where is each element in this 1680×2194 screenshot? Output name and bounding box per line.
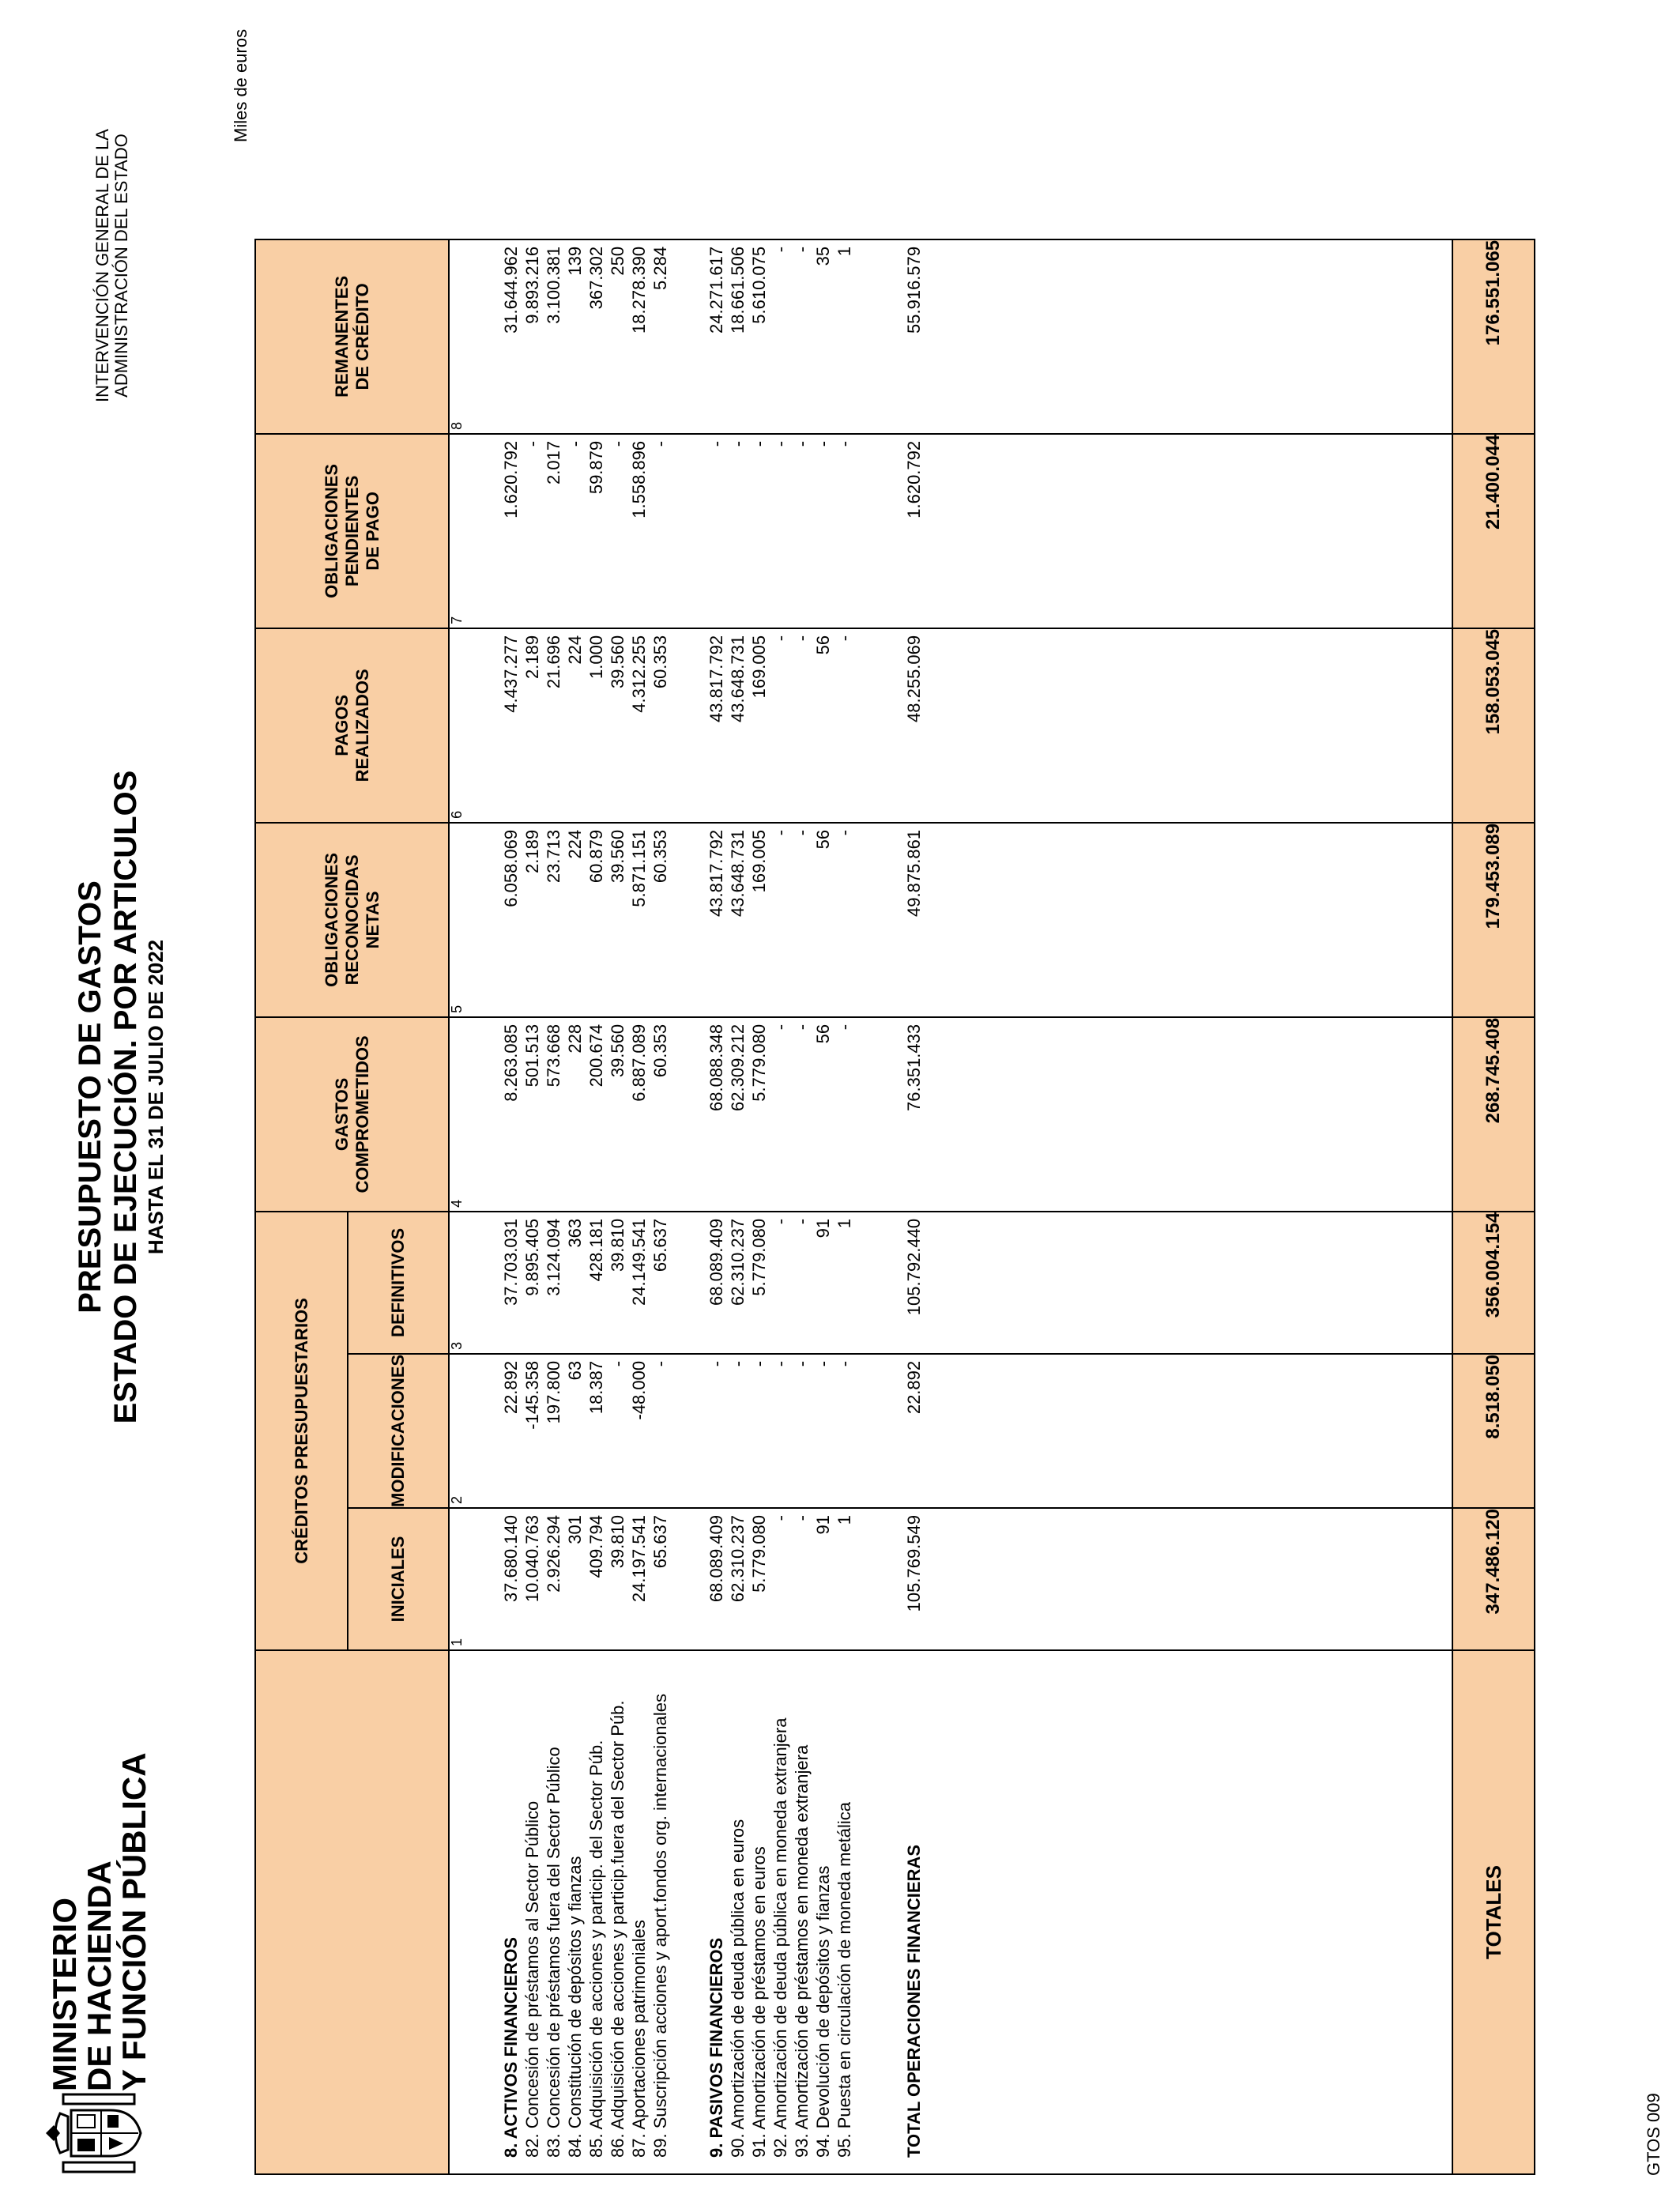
value-column-1 [449,1508,1452,1650]
totals-label: TOTALES [1452,1650,1535,2174]
header-col-4-line-1: GASTOS [331,1077,352,1152]
cell-value: 428.181 [586,1218,606,1282]
cell-value: - [608,1360,627,1367]
ministry-line-3: Y FUNCIÓN PÚBLICA [115,1752,153,2091]
row-label: 89. Suscripción acciones y aport.fondos org. internacionales [650,1693,670,2158]
cell-value: 24.149.541 [629,1218,649,1306]
column-index: 5 [449,1005,465,1013]
cell-value: - [770,1218,790,1225]
row-label: 8. ACTIVOS FINANCIEROS [501,1936,521,2158]
cell-value: 501.513 [522,1023,542,1088]
cell-value: - [834,1023,854,1031]
column-index: 2 [449,1495,465,1504]
units-label: Miles de euros [231,28,250,142]
row-label: 83. Concesión de préstamos fuera del Sector Público [544,1747,563,2158]
cell-value: - [749,1360,769,1367]
cell-value: 62.310.237 [728,1515,748,1603]
header-col-7 [255,434,449,628]
document-date: HASTA EL 31 DE JULIO DE 2022 [144,939,168,1255]
column-index: 8 [449,421,465,430]
cell-value: 224 [565,829,585,859]
cell-value: 1.000 [586,635,606,679]
header-col-6-line-2: REALIZADOS [352,669,372,782]
row-label: 93. Amortización de préstamos en moneda extranjera [792,1744,812,2158]
row-label: 85. Adquisición de acciones y particip. del Sector Púb. [586,1740,606,2158]
cell-value: 5.871.151 [629,829,649,907]
cell-value: - [770,829,790,836]
row-label: 91. Amortización de préstamos en euros [749,1846,769,2158]
cell-value: - [792,829,812,836]
cell-value: - [834,440,854,447]
header-col-8 [255,239,449,434]
header-col-7-line-2: PENDIENTES [341,475,362,587]
cell-value: 60.879 [586,829,606,884]
cell-value: - [706,440,726,447]
row-label: TOTAL OPERACIONES FINANCIERAS [904,1844,924,2158]
header-col-6 [255,628,449,823]
cell-value: 105.769.549 [904,1515,924,1612]
value-column-3 [449,1212,1452,1354]
cell-value: 39.810 [608,1515,627,1569]
cell-value: 5.610.075 [749,246,769,324]
cell-value: -145.358 [522,1360,542,1430]
cell-value: 56 [813,829,833,850]
concept-column [449,1650,1452,2174]
cell-value: 55.916.579 [904,246,924,334]
cell-value: 1 [834,1218,854,1229]
header-col-2: MODIFICACIONES [348,1354,449,1508]
row-label: 95. Puesta en circulación de moneda metálica [834,1801,854,2158]
row-label: 90. Amortización de deuda pública en euros [728,1819,748,2158]
cell-value: 65.637 [650,1515,670,1569]
row-label: 84. Constitución de depósitos y fianzas [565,1856,585,2158]
cell-value: 49.875.861 [904,829,924,917]
cell-value: 60.353 [650,635,670,689]
row-label: 86. Adquisición de acciones y particip.fuera del Sector Púb. [608,1700,627,2158]
cell-value: 169.005 [749,829,769,893]
cell-value: 24.197.541 [629,1515,649,1603]
cell-value: - [770,635,790,642]
cell-value: 9.895.405 [522,1218,542,1296]
cell-value: - [749,440,769,447]
cell-value: 63 [565,1360,585,1381]
cell-value: 2.017 [544,440,563,484]
header-col-7-line-3: DE PAGO [362,491,382,571]
cell-value: 5.779.080 [749,1218,769,1296]
cell-value: 3.100.381 [544,246,563,324]
cell-value: - [813,1360,833,1367]
cell-value: 4.312.255 [629,635,649,713]
cell-value: 91 [813,1515,833,1535]
cell-value: - [728,1360,748,1367]
cell-value: 37.703.031 [501,1218,521,1306]
cell-value: 31.644.962 [501,246,521,334]
header-col-3: DEFINITIVOS [348,1212,449,1354]
total-value: 21.400.044 [1452,434,1535,628]
cell-value: 43.817.792 [706,829,726,917]
row-label: 82. Concesión de préstamos al Sector Público [522,1800,542,2158]
header-col-5-line-3: NETAS [362,891,382,949]
cell-value: 60.353 [650,1023,670,1078]
total-value: 268.745.408 [1452,1017,1535,1212]
cell-value: 68.088.348 [706,1023,726,1111]
column-index: 1 [449,1638,465,1646]
column-index: 3 [449,1341,465,1350]
header-col-5 [255,823,449,1017]
row-label: 9. PASIVOS FINANCIEROS [706,1937,726,2158]
cell-value: 1 [834,246,854,257]
cell-value: 43.648.731 [728,829,748,917]
cell-value: 363 [565,1218,585,1248]
cell-value: 22.892 [904,1360,924,1415]
cell-value: 5.779.080 [749,1515,769,1593]
cell-value: 5.779.080 [749,1023,769,1102]
cell-value: 37.680.140 [501,1515,521,1603]
cell-value: 1.620.792 [501,440,521,518]
cell-value: 6.887.089 [629,1023,649,1102]
cell-value: 200.674 [586,1023,606,1088]
organization-line-2: ADMINISTRACIÓN DEL ESTADO [111,134,131,398]
document-title: PRESUPUESTO DE GASTOS [73,880,107,1314]
cell-value: 18.387 [586,1360,606,1415]
cell-value: - [706,1360,726,1367]
cell-value: - [770,440,790,447]
header-col-7-line-1: OBLIGACIONES [321,463,341,598]
cell-value: 39.560 [608,635,627,689]
cell-value: 59.879 [586,440,606,495]
cell-value: 91 [813,1218,833,1238]
cell-value: 43.817.792 [706,635,726,722]
column-index: 6 [449,810,465,819]
cell-value: 21.696 [544,635,563,689]
value-column-8 [449,239,1452,434]
cell-value: 2.926.294 [544,1515,563,1593]
cell-value: - [834,1360,854,1367]
cell-value: - [608,440,627,447]
cell-value: - [792,440,812,447]
cell-value: - [650,1360,670,1367]
header-col-5-line-2: RECONOCIDAS [341,854,362,986]
cell-value: 1.558.896 [629,440,649,518]
total-value: 356.004.154 [1452,1212,1535,1354]
document-code: GTOS 009 [1644,2093,1663,2176]
cell-value: - [792,246,812,253]
cell-value: 68.089.409 [706,1218,726,1306]
cell-value: 2.189 [522,635,542,679]
header-col-1: INICIALES [348,1508,449,1650]
cell-value: 48.255.069 [904,635,924,722]
cell-value: 169.005 [749,635,769,699]
total-value: 158.053.045 [1452,628,1535,823]
cell-value: 56 [813,635,833,655]
ministry-line-1: MINISTERIO [46,1897,83,2091]
cell-value: 39.560 [608,1023,627,1078]
value-column-2 [449,1354,1452,1508]
cell-value: 35 [813,246,833,266]
cell-value: - [770,246,790,253]
header-col-8-line-2: DE CRÉDITO [352,283,372,390]
value-column-4 [449,1017,1452,1212]
cell-value: 228 [565,1023,585,1054]
organization-line-1: INTERVENCIÓN GENERAL DE LA [92,129,112,402]
cell-value: 105.792.440 [904,1218,924,1316]
cell-value: 68.089.409 [706,1515,726,1603]
cell-value: 5.284 [650,246,670,290]
cell-value: 39.810 [608,1218,627,1272]
row-label: 94. Devolución de depósitos y fianzas [813,1865,833,2158]
total-value: 179.453.089 [1452,823,1535,1017]
ministry-line-2: DE HACIENDA [81,1860,118,2091]
cell-value: - [813,440,833,447]
cell-value: - [770,1515,790,1521]
cell-value: 1 [834,1515,854,1525]
column-index: 7 [449,616,465,624]
cell-value: 62.310.237 [728,1218,748,1306]
cell-value: - [792,1218,812,1225]
total-value: 8.518.050 [1452,1354,1535,1508]
cell-value: 367.302 [586,246,606,310]
cell-value: -48.000 [629,1360,649,1420]
cell-value: - [770,1360,790,1367]
cell-value: - [650,440,670,447]
cell-value: - [792,1360,812,1367]
cell-value: 2.189 [522,829,542,873]
cell-value: 224 [565,635,585,665]
cell-value: 39.560 [608,829,627,884]
cell-value: - [728,440,748,447]
header-col-5-line-1: OBLIGACIONES [321,852,341,987]
cell-value: 18.278.390 [629,246,649,334]
cell-value: 18.661.506 [728,246,748,334]
document-subtitle: ESTADO DE EJECUCIÓN. POR ARTICULOS [108,770,143,1424]
budget-table [254,239,1535,2175]
cell-value: - [522,440,542,447]
cell-value: 197.800 [544,1360,563,1424]
cell-value: 76.351.433 [904,1023,924,1111]
cell-value: - [565,440,585,447]
header-concept-cell [255,1650,449,2174]
cell-value: - [792,635,812,642]
cell-value: 3.124.094 [544,1218,563,1296]
cell-value: 8.263.085 [501,1023,521,1102]
header-col-4-line-2: COMPROMETIDOS [352,1035,372,1193]
header-col-8-line-1: REMANENTES [331,275,352,398]
cell-value: - [834,635,854,642]
cell-value: 23.713 [544,829,563,884]
cell-value: 9.893.216 [522,246,542,324]
cell-value: 1.620.792 [904,440,924,518]
cell-value: 409.794 [586,1515,606,1578]
row-label: 92. Amortización de deuda pública en moneda extranjera [770,1717,790,2158]
header-col-6-line-1: PAGOS [331,694,352,756]
header-col-4 [255,1017,449,1212]
total-value: 176.551.065 [1452,239,1535,434]
value-column-7 [449,434,1452,628]
cell-value: 10.040.763 [522,1515,542,1603]
cell-value: 6.058.069 [501,829,521,907]
cell-value: - [792,1023,812,1031]
cell-value: - [770,1023,790,1031]
column-index: 4 [449,1199,465,1208]
cell-value: 65.637 [650,1218,670,1272]
cell-value: 4.437.277 [501,635,521,713]
value-column-6 [449,628,1452,823]
organization-name [93,107,131,424]
cell-value: 573.668 [544,1023,563,1088]
row-label: 87. Aportaciones patrimoniales [629,1920,649,2158]
cell-value: 62.309.212 [728,1023,748,1111]
cell-value: 60.353 [650,829,670,884]
cell-value: 301 [565,1515,585,1544]
cell-value: 250 [608,246,627,276]
cell-value: 56 [813,1023,833,1044]
cell-value: 43.648.731 [728,635,748,722]
cell-value: 22.892 [501,1360,521,1415]
header-creditos: CRÉDITOS PRESUPUESTARIOS [255,1212,348,1650]
value-column-5 [449,823,1452,1017]
cell-value: - [834,829,854,836]
cell-value: 24.271.617 [706,246,726,334]
cell-value: - [792,1515,812,1521]
cell-value: 139 [565,246,585,276]
total-value: 347.486.120 [1452,1508,1535,1650]
